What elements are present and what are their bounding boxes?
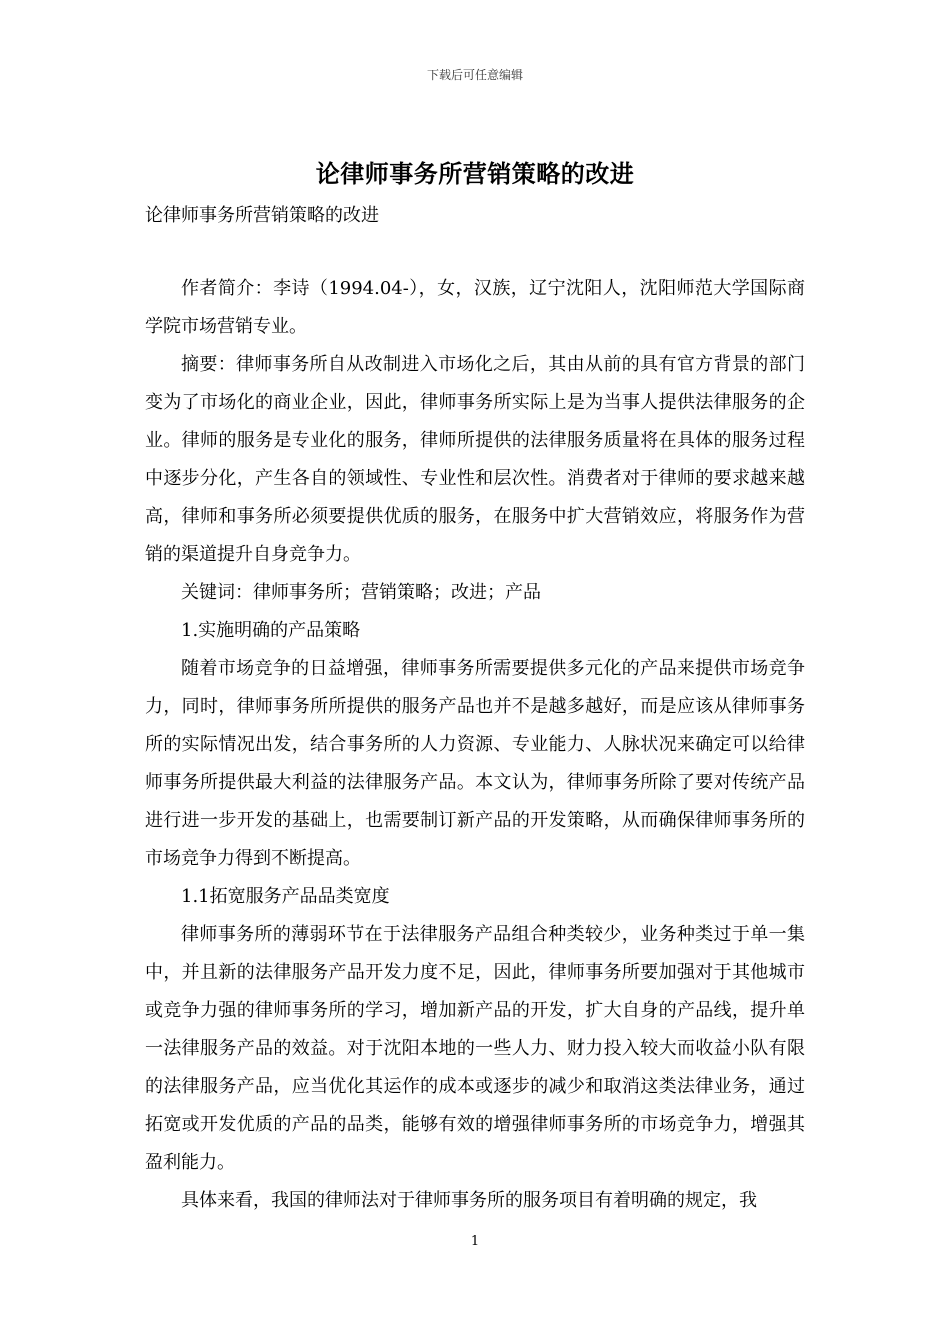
body-paragraph: 具体来看，我国的律师法对于律师事务所的服务项目有着明确的规定，我 bbox=[181, 1190, 757, 1211]
document-title: 论律师事务所营销策略的改进 bbox=[315, 159, 635, 188]
body-paragraph: 律师事务所的薄弱环节在于法律服务产品组合种类较少，业务种类过于单一集中，并且新的法律服务产品开发力度不足，因此，律师事务所要加强对于其他城市或竞争力强的律师事务所的学习，增加新产品的开发，扩大自身的产品线，提升单一法律服务产品的效益。对于沈阳本地的一些人力、财力投入较大而收益小队有限的法律服务产品，应当优化其运作的成本或逐步的减少和取消这类法律业务，通过拓宽或开发优质的产品的品类，能够有效的增强律师事务所的市场竞争力，增强其盈利能力。 bbox=[145, 924, 805, 1173]
body-paragraph: 随着市场竞争的日益增强，律师事务所需要提供多元化的产品来提供市场竞争力，同时，律师事务所所提供的服务产品也并不是越多越好，而是应该从律师事务所的实际情况出发，结合事务所的人力资源、专业能力、人脉状况来确定可以给律师事务所提供最大利益的法律服务产品。本文认为，律师事务所除了要对传统产品进行进一步开发的基础上，也需要制订新产品的开发策略，从而确保律师事务所的市场竞争力得到不断提高。 bbox=[145, 658, 805, 869]
section-heading-1: 1.实施明确的产品策略 bbox=[181, 620, 361, 641]
author-intro-paragraph: 作者简介：李诗（1994.04-），女，汉族，辽宁沈阳人，沈阳师范大学国际商学院市场营销专业。 bbox=[145, 278, 805, 337]
document-body bbox=[145, 270, 805, 1220]
abstract-paragraph: 摘要：律师事务所自从改制进入市场化之后，其由从前的具有官方背景的部门变为了市场化的商业企业，因此，律师事务所实际上是为当事人提供法律服务的企业。律师的服务是专业化的服务，律师所提供的法律服务质量将在具体的服务过程中逐步分化，产生各自的领域性、专业性和层次性。消费者对于律师的要求越来越高，律师和事务所必须要提供优质的服务，在服务中扩大营销效应，将服务作为营销的渠道提升自身竞争力。 bbox=[145, 354, 805, 565]
page-header: 下载后可任意编辑 bbox=[426, 68, 523, 82]
page-number: 1 bbox=[470, 1234, 480, 1249]
document-subtitle: 论律师事务所营销策略的改进 bbox=[145, 205, 379, 226]
keywords-paragraph: 关键词：律师事务所；营销策略；改进；产品 bbox=[181, 582, 541, 603]
section-heading-1-1: 1.1拓宽服务产品品类宽度 bbox=[181, 886, 390, 907]
